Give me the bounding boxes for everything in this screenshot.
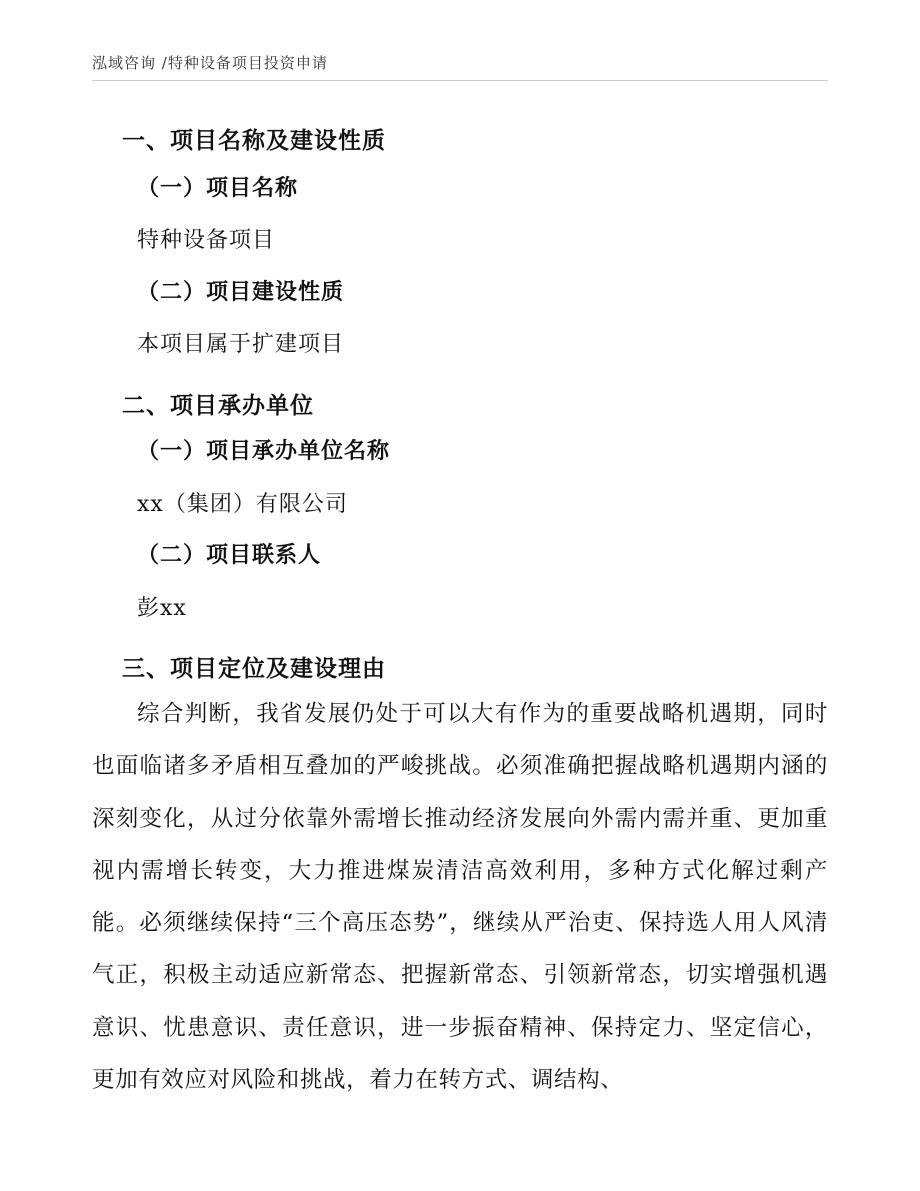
header-divider — [92, 80, 828, 81]
section-1-sub-2-text: 本项目属于扩建项目 — [137, 332, 345, 357]
section-2-sub-2-title: （二）项目联系人 — [137, 543, 322, 568]
section-2-sub-2-text: 彭xx — [137, 596, 187, 621]
section-1-sub-1-text: 特种设备项目 — [137, 228, 276, 253]
section-1-sub-2-title: （二）项目建设性质 — [137, 280, 345, 305]
section-3-paragraph: 综合判断，我省发展仍处于可以大有作为的重要战略机遇期，同时也面临诸多矛盾相互叠加的严峻挑战。必须准确把握战略机遇期内涵的深刻变化，从过分依靠外需增长推动经济发展向外需内需并重、更加重视内需增长转变，大力推进煤炭清洁高效利用，多种方式化解过剩产能。必须继续保持“三个高压态势”，继续从严治吏、保持选人用人风清气正，积极主动适应新常态、把握新常态、引领新常态，切实增强机遇意识、忧患意识、责任意识，进一步振奋精神、保持定力、坚定信心，更加有效应对风险和挑战，着力在转方式、调结构、 — [92, 701, 828, 1094]
section-2-sub-1-title: （一）项目承办单位名称 — [137, 439, 391, 464]
section-1-sub-1-title: （一）项目名称 — [137, 176, 299, 201]
section-2-sub-1-text: xx（集团）有限公司 — [137, 492, 348, 517]
section-3-title: 三、项目定位及建设理由 — [122, 656, 386, 682]
section-1-title: 一、项目名称及建设性质 — [122, 128, 386, 154]
running-header: 泓域咨询 /特种设备项目投资申请 — [92, 54, 328, 72]
section-2-title: 二、项目承办单位 — [122, 393, 314, 419]
